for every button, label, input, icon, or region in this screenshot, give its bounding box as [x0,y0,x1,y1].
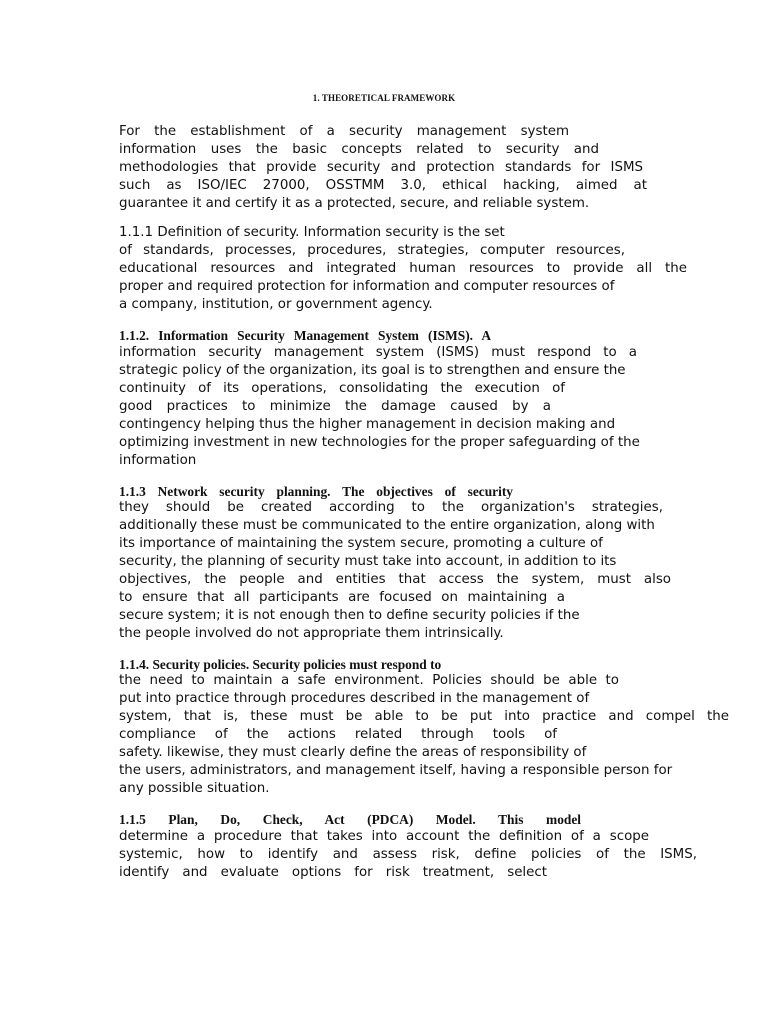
text-line: systemic, how to identify and assess risk, define policies of the ISMS, [119,847,697,862]
text-line: good practices to minimize the damage caused by a [119,399,551,414]
text-line: strategic policy of the organization, its goal is to strengthen and ensure the [119,363,626,378]
text-line: of standards, processes, procedures, strategies, computer resources, [119,243,625,258]
text-line: safety. likewise, they must clearly define the areas of responsibility of [119,745,587,760]
text-line: 1.1.1 Definition of security. Information security is the set [119,225,505,240]
document-title: 1. THEORETICAL FRAMEWORK [312,93,456,103]
text-line: For the establishment of a security management system [119,124,569,139]
section-heading: 1.1.3 Network security planning. The objectives of security [119,484,513,499]
text-line: any possible situation. [119,781,270,796]
section-heading: 1.1.4. Security policies. Security policies must respond to [119,657,442,672]
text-line: information [119,453,197,468]
text-line: its importance of maintaining the system secure, promoting a culture of [119,536,603,551]
text-line: system, that is, these must be able to be put into practice and compel the [119,709,729,724]
text-line: additionally these must be communicated to the entire organization, along with [119,518,655,533]
text-line: secure system; it is not enough then to define security policies if the [119,608,580,623]
text-line: such as ISO/IEC 27000, OSSTMM 3.0, ethical hacking, aimed at [119,178,647,193]
text-line: contingency helping thus the higher management in decision making and [119,417,616,432]
text-line: the need to maintain a safe environment. Policies should be able to [119,673,619,688]
text-line: optimizing investment in new technologies for the proper safeguarding of the [119,435,640,450]
text-line: to ensure that all participants are focused on maintaining a [119,590,565,605]
text-line: proper and required protection for information and computer resources of [119,279,615,294]
text-line: security, the planning of security must take into account, in addition to its [119,554,617,569]
text-line: the people involved do not appropriate them intrinsically. [119,626,504,641]
text-line: the users, administrators, and management itself, having a responsible person for [119,763,673,778]
text-line: methodologies that provide security and protection standards for ISMS [119,160,643,175]
text-line: they should be created according to the organization's strategies, [119,500,663,515]
text-line: guarantee it and certify it as a protected, secure, and reliable system. [119,196,590,211]
text-line: a company, institution, or government agency. [119,297,433,312]
text-line: objectives, the people and entities that access the system, must also [119,572,671,587]
section-heading: 1.1.5 Plan, Do, Check, Act (PDCA) Model. This model [119,812,581,827]
text-line: put into practice through procedures described in the management of [119,691,590,706]
section-heading: 1.1.2. Information Security Management System (ISMS). A [119,328,491,343]
text-line: identify and evaluate options for risk treatment, select [119,865,547,880]
text-line: determine a procedure that takes into account the definition of a scope [119,829,649,844]
text-line: information uses the basic concepts related to security and [119,142,599,157]
text-line: information security management system (ISMS) must respond to a [119,345,637,360]
text-line: compliance of the actions related through tools of [119,727,557,742]
text-line: educational resources and integrated human resources to provide all the [119,261,687,276]
text-line: continuity of its operations, consolidating the execution of [119,381,565,396]
